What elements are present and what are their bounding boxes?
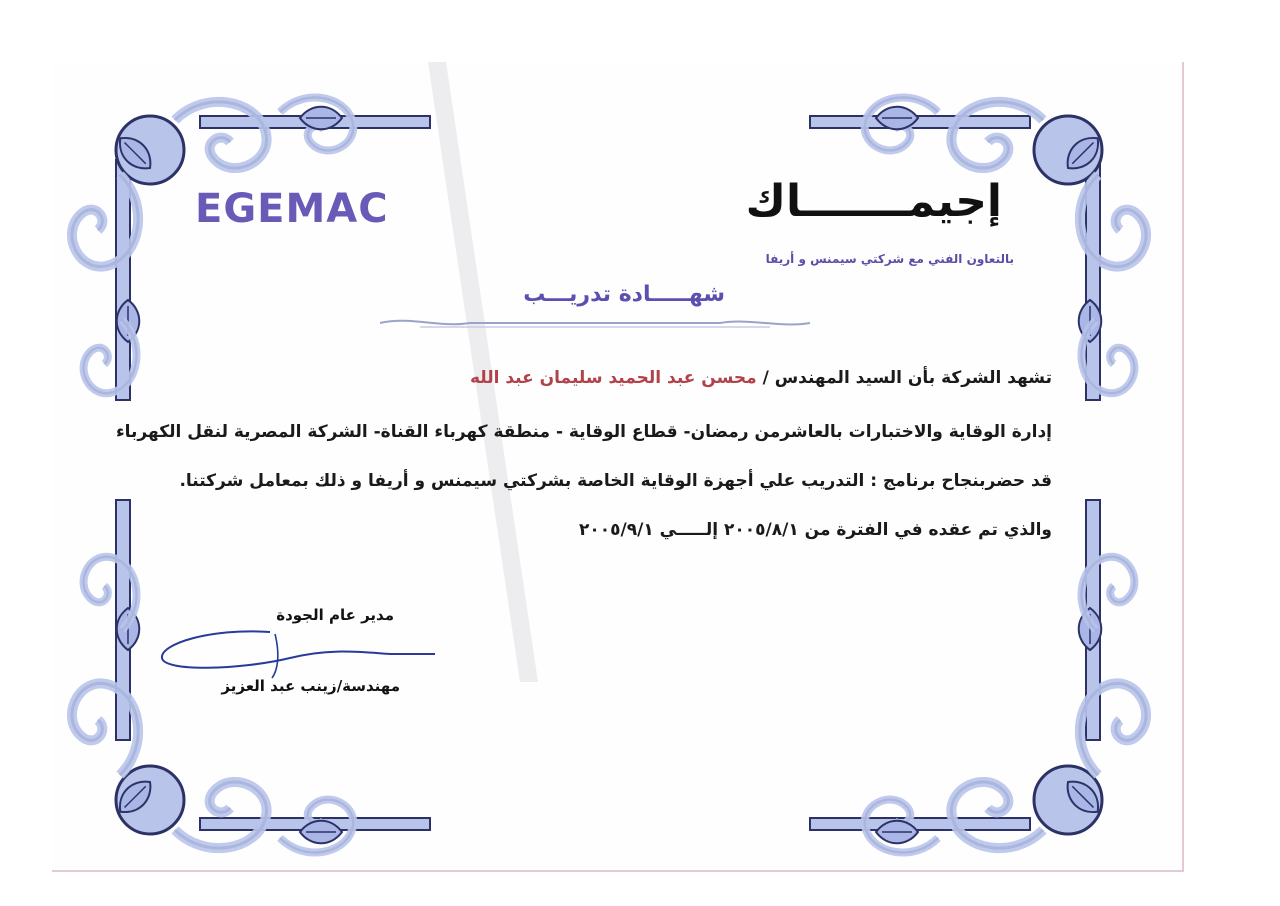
recipient-name: محسن عبد الحميد سليمان عبد الله <box>469 368 757 388</box>
corner-ornament-top-left <box>72 98 353 394</box>
title-underline-ornament <box>380 316 810 330</box>
certifies-text: تشهد الشركة بأن السيد المهندس / <box>756 368 1052 388</box>
body-line-1 <box>152 368 1052 388</box>
signatory-title: مدير عام الجودة <box>276 606 394 624</box>
certificate-title: شهـــــادة تدريـــب <box>523 282 725 307</box>
brand-logo-english: EGEMAC <box>195 186 389 232</box>
body-line-4: والذي تم عقده في الفترة من ٢٠٠٥/٨/١ إلـــــي ٢٠٠٥/٩/١ <box>579 520 1052 540</box>
handwritten-signature <box>150 614 450 684</box>
corner-ornament-bottom-right <box>865 557 1146 853</box>
brand-logo-arabic: إجيمـــــــاك <box>745 176 1002 227</box>
corner-ornament-top-right <box>865 98 1146 394</box>
signatory-name: مهندسة/زينب عبد العزيز <box>221 677 400 695</box>
brand-tagline: بالتعاون الفني مع شركتي سيمنس و أريفا <box>765 252 1014 266</box>
body-line-3: قد حضربنجاح برنامج : التدريب علي أجهزة الوقاية الخاصة بشركتي سيمنس و أريفا و ذلك بمعامل شركتنا. <box>179 471 1052 491</box>
corner-ornament-bottom-left <box>72 557 353 853</box>
body-line-2: إدارة الوقاية والاختبارات بالعاشرمن رمضان- قطاع الوقاية - منطقة كهرباء القناة- الشركة المصرية لنقل الكهرباء <box>115 422 1052 442</box>
